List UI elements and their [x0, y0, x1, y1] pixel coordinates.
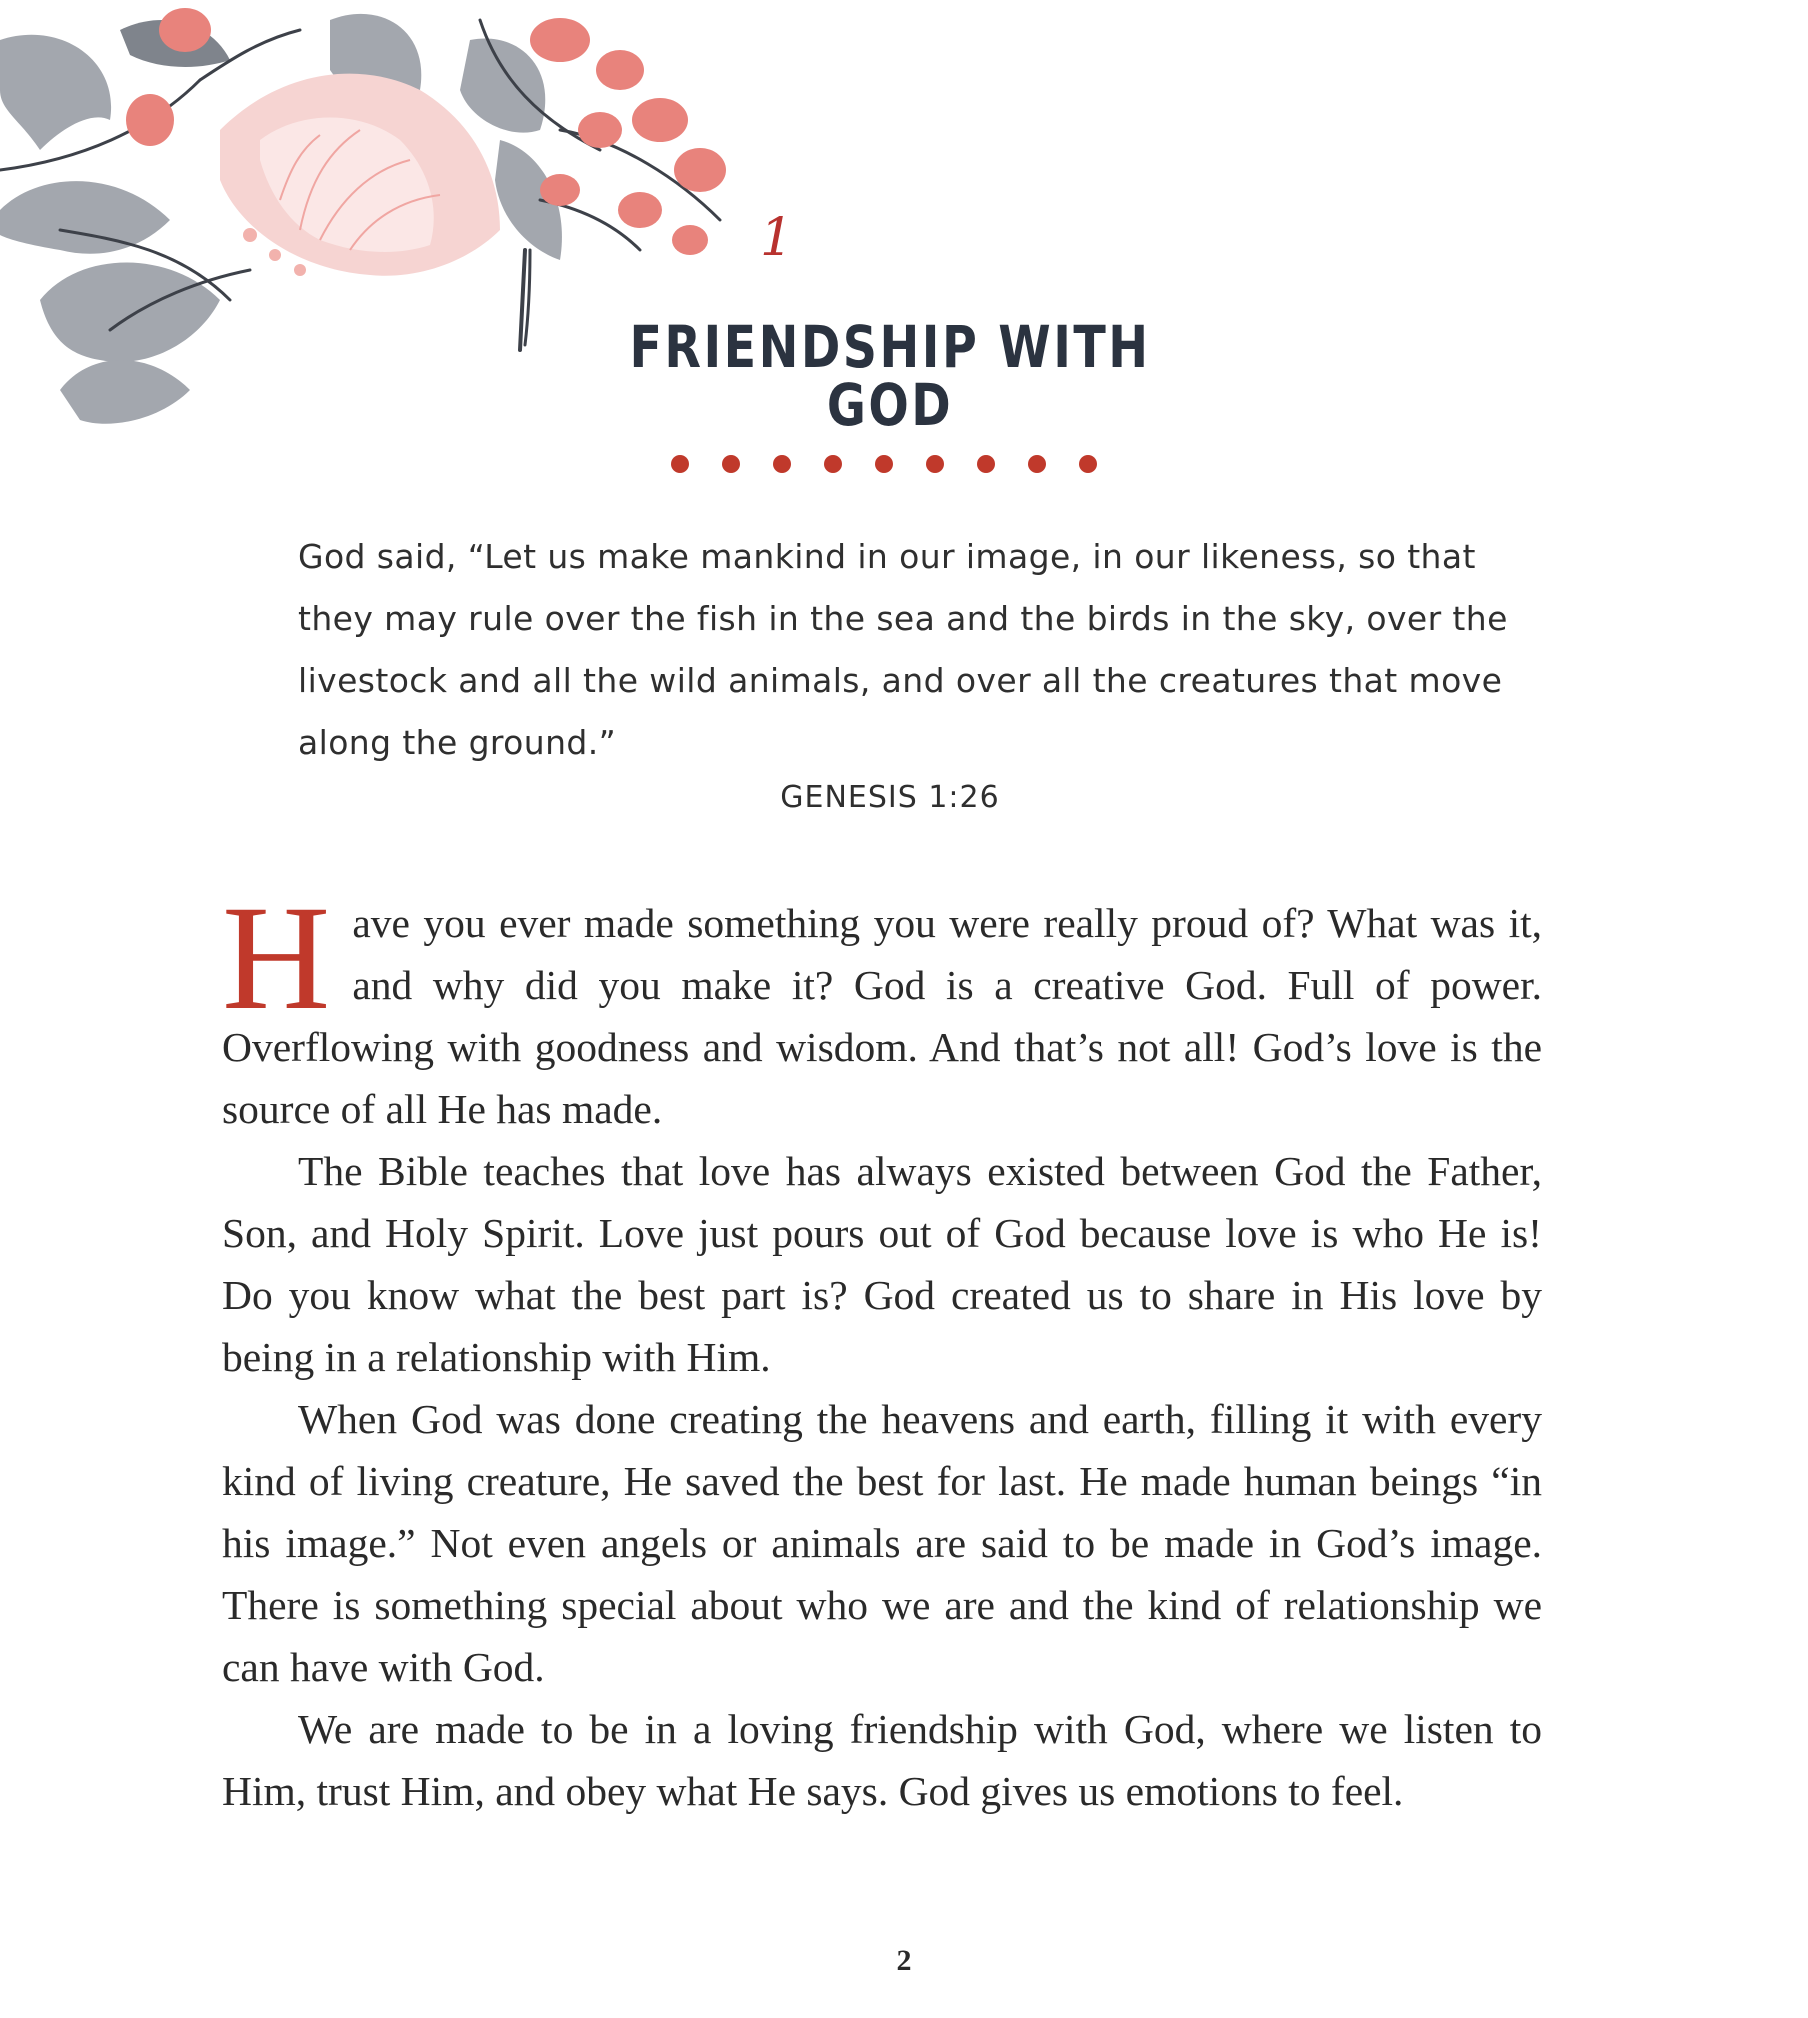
- epigraph-quote: God said, “Let us make mankind in our image, in our likeness, so that they may rule over the fish in the sea and the birds in the sky, over the livestock and all the wild animals, and over all the creatures that move along the ground.”: [298, 537, 1508, 762]
- body-paragraph: We are made to be in a loving friendship with God, where we listen to Him, trust Him, and obey what He says. God gives us emotions to feel.: [222, 1706, 1542, 1814]
- body-text: [222, 875, 1542, 1822]
- chapter-number: 1: [760, 208, 794, 268]
- epigraph-reference: GENESIS 1:26: [780, 780, 1000, 815]
- dot-divider: [668, 452, 1100, 476]
- body-paragraph: The Bible teaches that love has always existed between God the Father, Son, and Holy Spirit. Love just pours out of God because love is who He is! Do you know what the best part is? God created us to share in His love by being in a relationship with Him.: [222, 1148, 1542, 1380]
- body-paragraph: [222, 875, 1542, 1140]
- body-paragraph: When God was done creating the heavens and earth, filling it with every kind of living creature, He saved the best for last. He made human beings “in his image.” Not even angels or animals are said to be made in God’s image. There is something special about who we are and the kind of relationship we can have with God.: [222, 1396, 1542, 1690]
- page-number: 2: [896, 1944, 912, 1977]
- paragraph-text: ave you ever made something you were really proud of? What was it, and why did you make it? God is a creative God. Full of power. Overflowing with goodness and wisdom. And that’s not all! God’s love is the source of all He has made.: [222, 900, 1542, 1132]
- drop-cap: H: [222, 875, 331, 1041]
- chapter-title: FRIENDSHIP WITH GOD: [629, 313, 1151, 439]
